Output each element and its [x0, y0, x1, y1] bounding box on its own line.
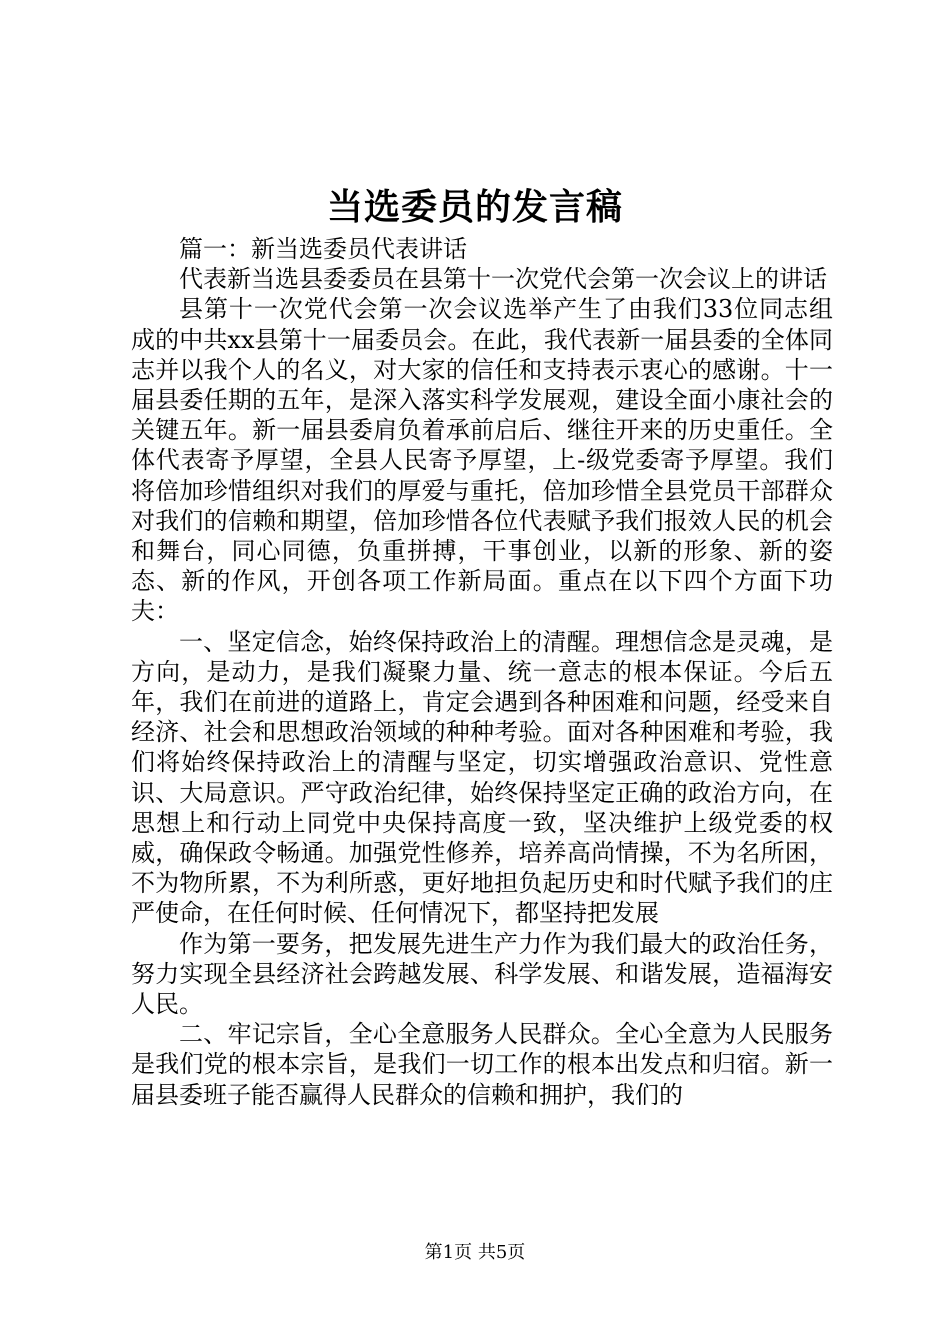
speech-subtitle: 代表新当选县委委员在县第十一次党代会第一次会议上的讲话 [179, 265, 827, 294]
document-title: 当选委员的发言稿 [326, 186, 623, 228]
page-number-footer: 第1页 共5页 [424, 1242, 526, 1263]
paragraph-point-one: 一、坚定信念，始终保持政治上的清醒。理想信念是灵魂，是方向，是动力，是我们凝聚力量、统一意志的根本保证。今后五年，我们在前进的道路上，肯定会遇到各种困难和问题，经受来自经济、社会和思想政治领域的种种考验。面对各种困难和考验，我们将始终保持政治上的清醒与坚定，切实增强政治意识、党性意识、大局意识。严守政治纪律，始终保持坚定正确的政治方向，在思想上和行动上同党中央保持高度一致，坚决维护上级党委的权威，确保政令畅通。加强党性修养，培养高尚情操，不为名所困，不为物所累，不为利所惑，更好地担负起历史和时代赋予我们的庄严使命，在任何时候、任何情况下，都坚持把发展 [131, 627, 833, 928]
paragraph-point-two: 二、牢记宗旨，全心全意服务人民群众。全心全意为人民服务是我们党的根本宗旨，是我们一切工作的根本出发点和归宿。新一届县委班子能否赢得人民群众的信赖和拥护，我们的 [131, 1020, 833, 1109]
paragraph-intro: 县第十一次党代会第一次会议选举产生了由我们33位同志组成的中共xx县第十一届委员会。在此，我代表新一届县委的全体同志并以我个人的名义，对大家的信任和支持表示衷心的感谢。十一届县委任期的五年，是深入落实科学发展观，建设全面小康社会的关键五年。新一届县委肩负着承前启后、继往开来的历史重任。全体代表寄予厚望，全县人民寄予厚望，上-级党委寄予厚望。我们将倍加珍惜组织对我们的厚爱与重托，倍加珍惜全县党员干部群众对我们的信赖和期望，倍加珍惜各位代表赋予我们报效人民的机会和舞台，同心同德，负重拼搏，干事创业，以新的形象、新的姿态、新的作风，开创各项工作新局面。重点在以下四个方面下功夫： [131, 295, 833, 626]
paragraph-point-one-continued: 作为第一要务，把发展先进生产力作为我们最大的政治任务，努力实现全县经济社会跨越发展、科学发展、和谐发展，造福海安人民。 [131, 929, 833, 1019]
document-body [131, 234, 833, 1110]
section-heading: 篇一：新当选委员代表讲话 [179, 235, 467, 263]
